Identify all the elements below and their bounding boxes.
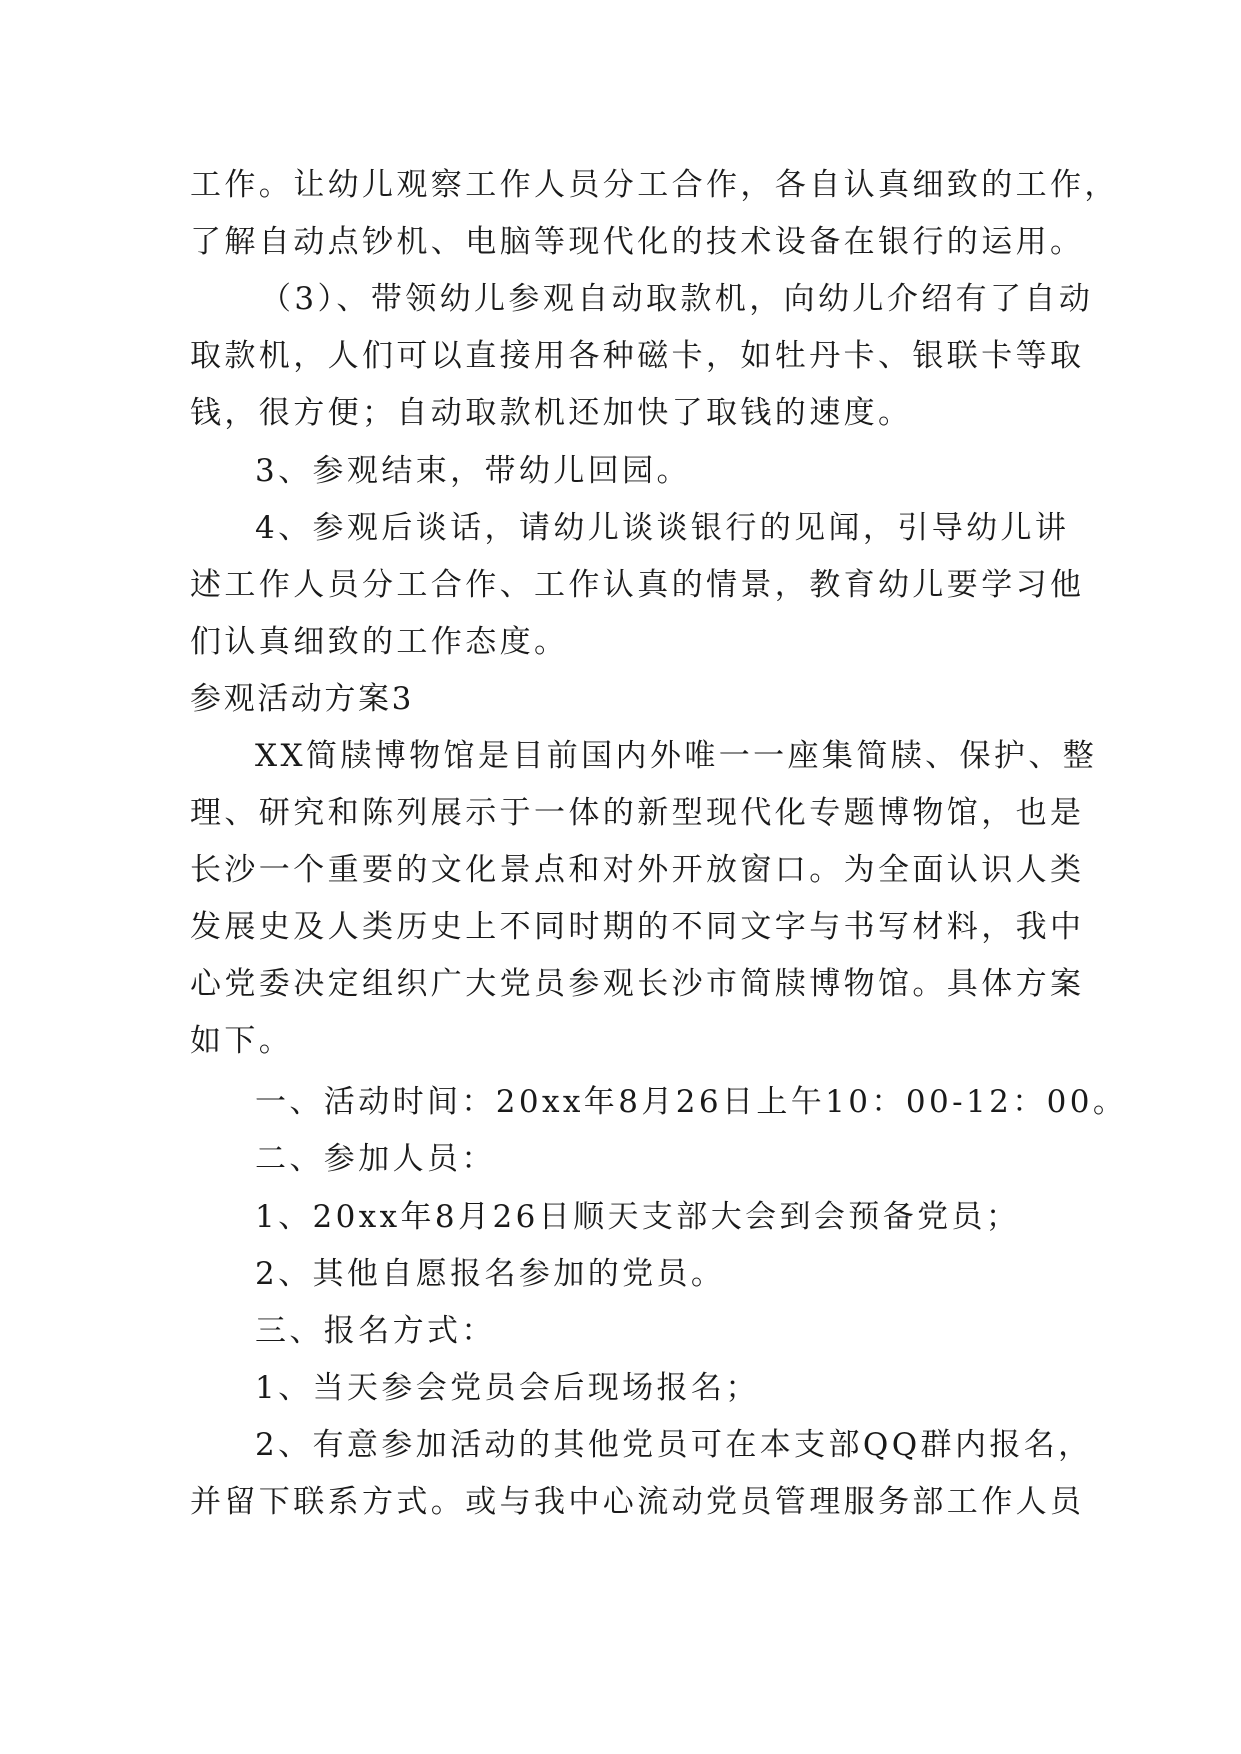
paragraph-line: 理、研究和陈列展示于一体的新型现代化专题博物馆，也是 — [190, 795, 1085, 831]
paragraph-line: 4、参观后谈话，请幼儿谈谈银行的见闻，引导幼儿讲 — [255, 510, 1070, 546]
paragraph-line: 如下。 — [190, 1023, 294, 1059]
paragraph-line: 心党委决定组织广大党员参观长沙市简牍博物馆。具体方案 — [190, 966, 1085, 1002]
paragraph-line: 2、有意参加活动的其他党员可在本支部QQ群内报名， — [255, 1427, 1093, 1463]
paragraph-line: 了解自动点钞机、电脑等现代化的技术设备在银行的运用。 — [190, 224, 1085, 260]
paragraph-line: （3）、带领幼儿参观自动取款机，向幼儿介绍有了自动 — [260, 281, 1094, 317]
paragraph-line: 工作。让幼儿观察工作人员分工合作，各自认真细致的工作， — [190, 167, 1119, 203]
paragraph-line: 发展史及人类历史上不同时期的不同文字与书写材料，我中 — [190, 909, 1085, 945]
paragraph-line: 长沙一个重要的文化景点和对外开放窗口。为全面认识人类 — [190, 852, 1085, 888]
paragraph-line: 取款机，人们可以直接用各种磁卡，如牡丹卡、银联卡等取 — [190, 338, 1085, 374]
paragraph-line: XX简牍博物馆是目前国内外唯一一座集简牍、保护、整 — [255, 738, 1098, 774]
paragraph-line: 述工作人员分工合作、工作认真的情景，教育幼儿要学习他 — [190, 567, 1085, 603]
paragraph-line: 钱，很方便；自动取款机还加快了取钱的速度。 — [190, 395, 913, 431]
paragraph-line: 一、活动时间：20xx年8月26日上午10：00-12：00。 — [255, 1084, 1128, 1120]
paragraph-line: 二、参加人员： — [255, 1141, 496, 1177]
paragraph-line: 三、报名方式： — [255, 1313, 496, 1349]
paragraph-line: 1、当天参会党员会后现场报名； — [255, 1370, 760, 1406]
paragraph-line: 并留下联系方式。或与我中心流动党员管理服务部工作人员 — [190, 1484, 1085, 1520]
paragraph-line: 1、20xx年8月26日顺天支部大会到会预备党员； — [255, 1199, 1021, 1235]
section-heading: 参观活动方案3 — [190, 681, 414, 717]
paragraph-line: 2、其他自愿报名参加的党员。 — [255, 1256, 726, 1292]
paragraph-line: 们认真细致的工作态度。 — [190, 624, 569, 660]
paragraph-line: 3、参观结束，带幼儿回园。 — [255, 453, 691, 489]
